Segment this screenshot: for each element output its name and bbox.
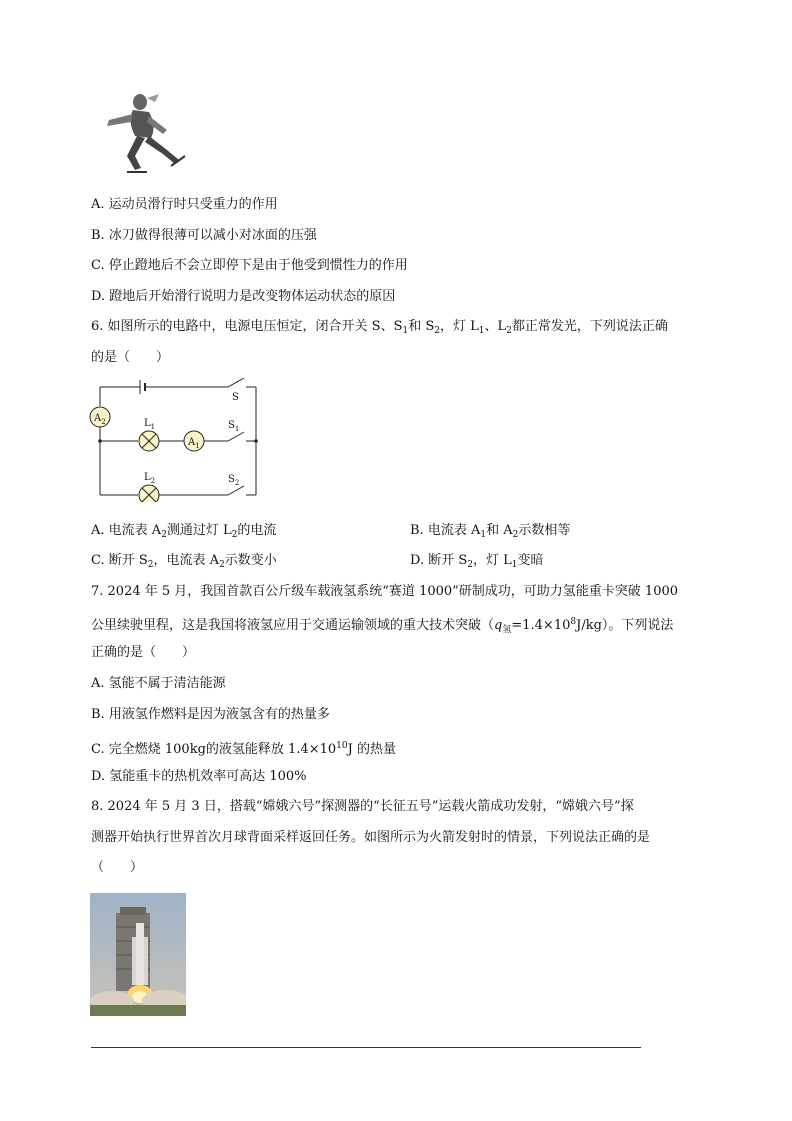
q7-stem-line2: 公里续驶里程，这是我国将液氢应用于交通运输领域的重大技术突破$(q_氢=1.4\times 10^8J/kg)$。下列说法 xyxy=(91,617,674,635)
q6-option-a: A. 电流表 $A_2$测通过灯 $L_2$的电流 xyxy=(91,523,277,540)
q7-stem-line1: 7. 2024 年 5 月，我国首款百公斤级车载液氢系统“赛道 1000”研制成功，可助力氢能重卡突破 1000 xyxy=(91,584,679,599)
q6-option-c: C. 断开 $S_2$，电流表 $A_2$示数变小 xyxy=(91,553,277,570)
circuit-diagram xyxy=(88,372,270,502)
switch-s2-label: $S_2$ xyxy=(228,474,240,487)
lamp-l2-label: $L_2$ xyxy=(144,472,156,485)
q5-option-c: C. 停止蹬地后不会立即停下是由于他受到惯性力的作用 xyxy=(91,258,408,273)
q7-option-c: C. 完全燃烧 100kg的液氢能释放 $1.4\times 10^{10}J$ 的热量 xyxy=(91,741,396,757)
lamp-l1-label: $L_1$ xyxy=(144,418,156,431)
skater-image xyxy=(97,90,189,178)
q8-stem-line1: 8. 2024 年 5 月 3 日，搭载“嫦娥六号”探测器的“长征五号”运载火箭成功发射，“嫦娥六号”探 xyxy=(91,799,634,814)
footer-divider xyxy=(91,1047,641,1048)
q6-stem-line2: 的是（ ） xyxy=(91,350,170,365)
q8-stem-line3: （ ） xyxy=(91,860,144,875)
q5-option-a: A. 运动员滑行时只受重力的作用 xyxy=(91,197,278,212)
q7-option-d: D. 氢能重卡的热机效率可高达 100% xyxy=(91,769,307,784)
q6-option-d: D. 断开 $S_2$，灯 $L_1$变暗 xyxy=(410,553,544,570)
q8-stem-line2: 测器开始执行世界首次月球背面采样返回任务。如图所示为火箭发射时的情景，下列说法正确的是 xyxy=(91,830,651,845)
ammeter-a1-label: $A_1$ xyxy=(188,437,200,450)
switch-s1-label: $S_1$ xyxy=(228,420,240,433)
q5-option-b: B. 冰刀做得很薄可以减小对冰面的压强 xyxy=(91,228,317,243)
ammeter-a2-label: $A_2$ xyxy=(94,413,106,426)
q5-option-d: D. 蹬地后开始滑行说明力是改变物体运动状态的原因 xyxy=(91,289,396,304)
switch-s-label: S xyxy=(232,392,239,403)
q7-option-a: A. 氢能不属于清洁能源 xyxy=(91,676,226,691)
q7-stem-line3: 正确的是（ ） xyxy=(91,645,196,660)
q6-stem-line1: 6. 如图所示的电路中，电源电压恒定，闭合开关 S、$S_1$和 $S_2$，灯 $L_1$、$L_2$都正常发光，下列说法正确 xyxy=(91,319,668,336)
q7-option-b: B. 用液氢作燃料是因为液氢含有的热量多 xyxy=(91,707,330,722)
rocket-launch-photo xyxy=(90,893,186,1016)
q6-option-b: B. 电流表 $A_1$和 $A_2$示数相等 xyxy=(410,523,571,540)
